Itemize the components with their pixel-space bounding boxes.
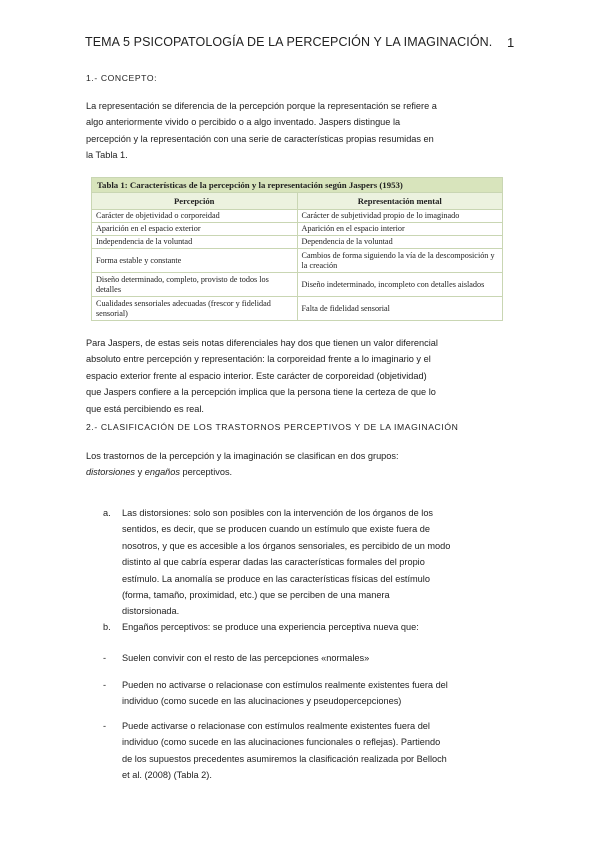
dash-list-item (122, 650, 522, 666)
list-item-line: de los supuestos precedentes asumiremos la clasificación realizada por Belloch (122, 753, 447, 764)
emphasis-distorsiones: distorsiones (86, 467, 136, 478)
table-caption-row (92, 178, 503, 193)
table-row (92, 236, 503, 249)
table-header-row (92, 193, 503, 210)
table-cell: Carácter de subjetividad propio de lo imaginado (297, 210, 503, 223)
dash-list-item (122, 718, 522, 784)
list-item-enganos: Engaños perceptivos: se produce una experiencia perceptiva nueva que: (122, 622, 419, 632)
table-cell: Independencia de la voluntad (92, 236, 298, 249)
table-row (92, 210, 503, 223)
table-cell: Cambios de forma siguiendo la vía de la descomposición y la creación (297, 249, 503, 273)
list-item-line: Las distorsiones: solo son posibles con la intervención de los órganos de los (122, 508, 434, 518)
paragraph-line: Para Jaspers, de estas seis notas diferenciales hay dos que tienen un valor diferencial (86, 338, 438, 348)
list-item-line: Puede activarse o relacionase con estímulos realmente existentes fuera del (122, 721, 430, 731)
paragraph-line: absoluto entre percepción y representación: la corporeidad frente a lo imaginario y el (86, 354, 431, 365)
paragraph-line: que está percibiendo es real. (86, 403, 204, 414)
paragraph-line: espacio exterior frente al espacio interior. Este carácter de corporeidad (objetividad) (86, 370, 427, 381)
paragraph-line: La representación se diferencia de la percepción porque la representación se refiere a (86, 101, 437, 111)
paragraph-jaspers (86, 335, 514, 417)
list-item-line: estímulo. La anomalía se produce en las características físicas del estímulo (122, 573, 430, 584)
list-item-line: nosotros, y que es accesible a los órganos sensoriales, es percibido de un modo (122, 540, 451, 551)
table-cell: Dependencia de la voluntad (297, 236, 503, 249)
table-cell: Aparición en el espacio exterior (92, 223, 298, 236)
paragraph-line: que Jaspers confiere a la percepción implica que la persona tiene la certeza de que lo (86, 387, 436, 398)
table-cell: Falta de fidelidad sensorial (297, 297, 503, 321)
table-cell: Diseño determinado, completo, provisto de todos los detalles (92, 273, 298, 297)
list-item-line: et al. (2008) (Tabla 2). (122, 770, 212, 781)
table-cell: Cualidades sensoriales adecuadas (frescor y fidelidad sensorial) (92, 297, 298, 321)
table-cell: Carácter de objetividad o corporeidad (92, 210, 298, 223)
list-item-line: (forma, tamaño, proximidad, etc.) que se perciben de una manera (122, 590, 390, 601)
page-header-title: TEMA 5 PSICOPATOLOGÍA DE LA PERCEPCIÓN Y LA IMAGINACIÓN. (85, 35, 493, 49)
list-item-line: individuo (como sucede en las alucinaciones y pseudopercepciones) (122, 696, 402, 707)
text-fragment: perceptivos. (180, 467, 233, 478)
dash-marker: - (103, 680, 107, 690)
list-item-line: Suelen convivir con el resto de las percepciones «normales» (122, 653, 370, 663)
paragraph-concepto (86, 98, 514, 164)
jaspers-table (91, 177, 503, 321)
dash-marker: - (103, 653, 107, 663)
page-number: 1 (507, 35, 515, 50)
text-fragment: y (135, 467, 145, 478)
list-item-line: individuo (como sucede en las alucinaciones funcionales o reflejas). Partiendo (122, 737, 441, 748)
paragraph-line: Los trastornos de la percepción y la imaginación se clasifican en dos grupos: (86, 451, 399, 461)
paragraph-line (86, 464, 514, 480)
section-heading-concepto: 1.- CONCEPTO: (86, 73, 158, 83)
list-item-line: sentidos, es decir, que se producen cuando un estímulo que existe fuera de (122, 524, 430, 535)
table-row (92, 273, 503, 297)
section-heading-clasificacion: 2.- CLASIFICACIÓN DE LOS TRASTORNOS PERCEPTIVOS Y DE LA IMAGINACIÓN (86, 422, 459, 432)
list-item-line: Pueden no activarse o relacionase con estímulos realmente existentes fuera del (122, 680, 448, 690)
list-item-line: distinto al que cabría esperar dadas las características formales del propio (122, 557, 425, 568)
paragraph-line: algo anteriormente vivido o percibido o a algo inventado. Jaspers distingue la (86, 117, 401, 128)
table-cell: Forma estable y constante (92, 249, 298, 273)
paragraph-line: la Tabla 1. (86, 150, 128, 161)
table-row (92, 249, 503, 273)
paragraph-line: percepción y la representación con una serie de características propias resumidas en (86, 133, 434, 144)
table-caption: Tabla 1: Características de la percepción y la representación según Jaspers (1953) (92, 178, 503, 193)
list-item-distorsiones (122, 505, 522, 620)
list-item-line: distorsionada. (122, 606, 180, 617)
table-col-header-representacion: Representación mental (297, 193, 503, 210)
dash-list-item (122, 677, 522, 710)
list-marker-a: a. (103, 508, 111, 518)
table-col-header-percepcion: Percepción (92, 193, 298, 210)
table-cell: Aparición en el espacio interior (297, 223, 503, 236)
table-row (92, 297, 503, 321)
paragraph-clasificacion (86, 448, 514, 481)
emphasis-enganos: engaños (144, 467, 180, 478)
dash-marker: - (103, 721, 107, 731)
list-marker-b: b. (103, 622, 111, 632)
table-row (92, 223, 503, 236)
table-cell: Diseño indeterminado, incompleto con detalles aislados (297, 273, 503, 297)
